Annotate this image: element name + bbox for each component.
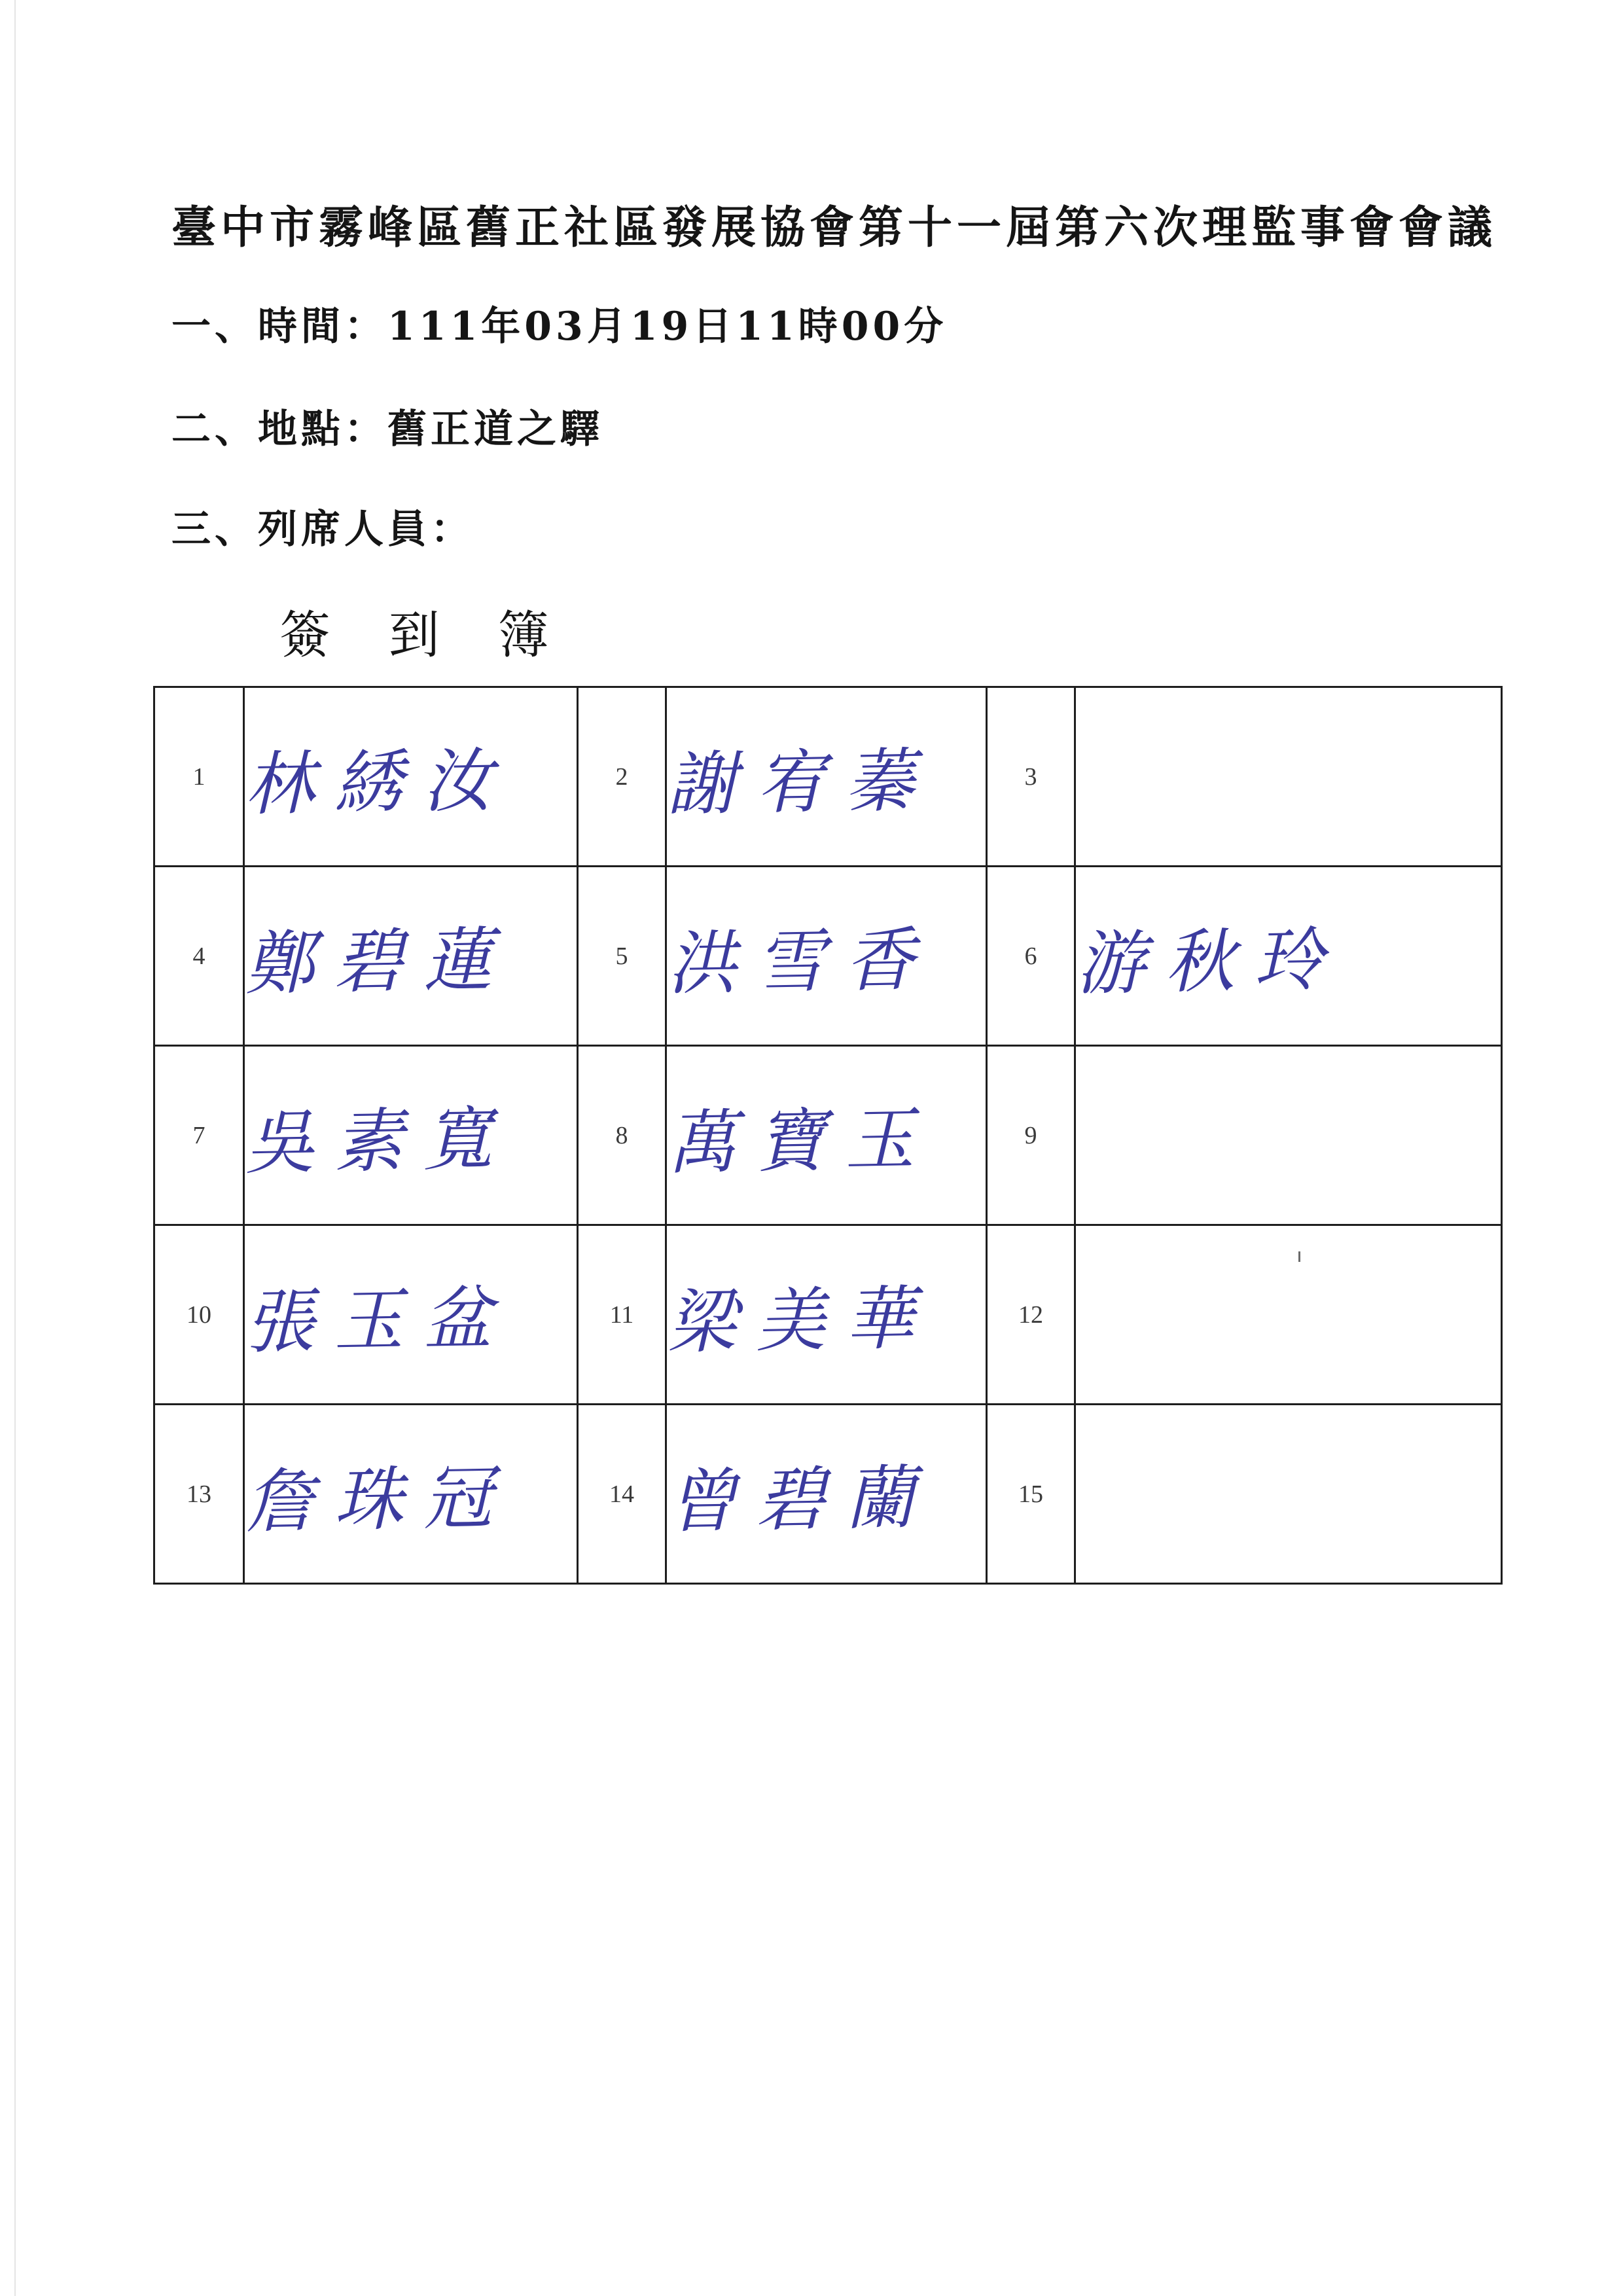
handwritten-signature: 張玉盆 <box>244 1277 513 1363</box>
handwritten-signature: 吳素寬 <box>244 1098 513 1184</box>
signin-number: 15 <box>987 1405 1075 1584</box>
handwritten-signature: 梁美華 <box>666 1277 935 1363</box>
table-row <box>154 867 1502 1046</box>
handwritten-signature: 林綉汝 <box>244 739 513 825</box>
handwritten-signature: 游秋玲 <box>1075 918 1344 1005</box>
signin-number: 7 <box>154 1046 244 1225</box>
signature-cell <box>244 867 578 1046</box>
handwritten-signature: 謝宥蓁 <box>666 739 935 825</box>
signin-number: 2 <box>578 687 666 867</box>
signin-number: 9 <box>987 1046 1075 1225</box>
meeting-title: 臺中市霧峰區舊正社區發展協會第十一屆第六次理監事會會議 <box>171 202 1497 254</box>
signature-cell <box>1075 867 1502 1046</box>
handwritten-signature: 曾碧蘭 <box>666 1456 935 1543</box>
table-row <box>154 687 1502 867</box>
signin-number: 3 <box>987 687 1075 867</box>
signature-cell <box>666 1225 987 1405</box>
signature-cell <box>1075 1046 1502 1225</box>
signature-cell <box>666 1046 987 1225</box>
signature-cell <box>666 687 987 867</box>
scan-edge-line <box>14 0 16 2296</box>
table-row <box>154 1046 1502 1225</box>
table-row <box>154 1405 1502 1584</box>
signature-cell <box>244 1225 578 1405</box>
signature-cell <box>244 1046 578 1225</box>
handwritten-signature: 詹珠冠 <box>244 1456 513 1543</box>
signature-cell <box>244 687 578 867</box>
signin-number: 6 <box>987 867 1075 1046</box>
signin-number: 10 <box>154 1225 244 1405</box>
signin-number: 4 <box>154 867 244 1046</box>
signature-cell <box>244 1405 578 1584</box>
signin-table <box>153 686 1503 1585</box>
handwritten-signature: 洪雪香 <box>666 918 935 1005</box>
signature-cell <box>666 1405 987 1584</box>
signature-cell <box>1075 1225 1502 1405</box>
signin-number: 13 <box>154 1405 244 1584</box>
signin-number: 1 <box>154 687 244 867</box>
signature-cell <box>666 867 987 1046</box>
signin-number: 5 <box>578 867 666 1046</box>
handwritten-signature: 萬寶玉 <box>666 1098 935 1184</box>
meeting-place: 二、地點：舊正道之驛 <box>171 406 603 452</box>
attendees-label: 三、列席人員： <box>171 507 474 552</box>
signin-number: 11 <box>578 1225 666 1405</box>
signature-cell <box>1075 1405 1502 1584</box>
signin-number: 12 <box>987 1225 1075 1405</box>
signin-number: 14 <box>578 1405 666 1584</box>
signature-cell <box>1075 687 1502 867</box>
handwritten-signature: 鄭碧蓮 <box>244 918 513 1005</box>
ink-speck <box>1298 1251 1300 1262</box>
signin-number: 8 <box>578 1046 666 1225</box>
meeting-time: 一、時間：111年03月19日11時00分 <box>171 304 948 350</box>
signin-heading: 簽 到 簿 <box>279 606 570 665</box>
